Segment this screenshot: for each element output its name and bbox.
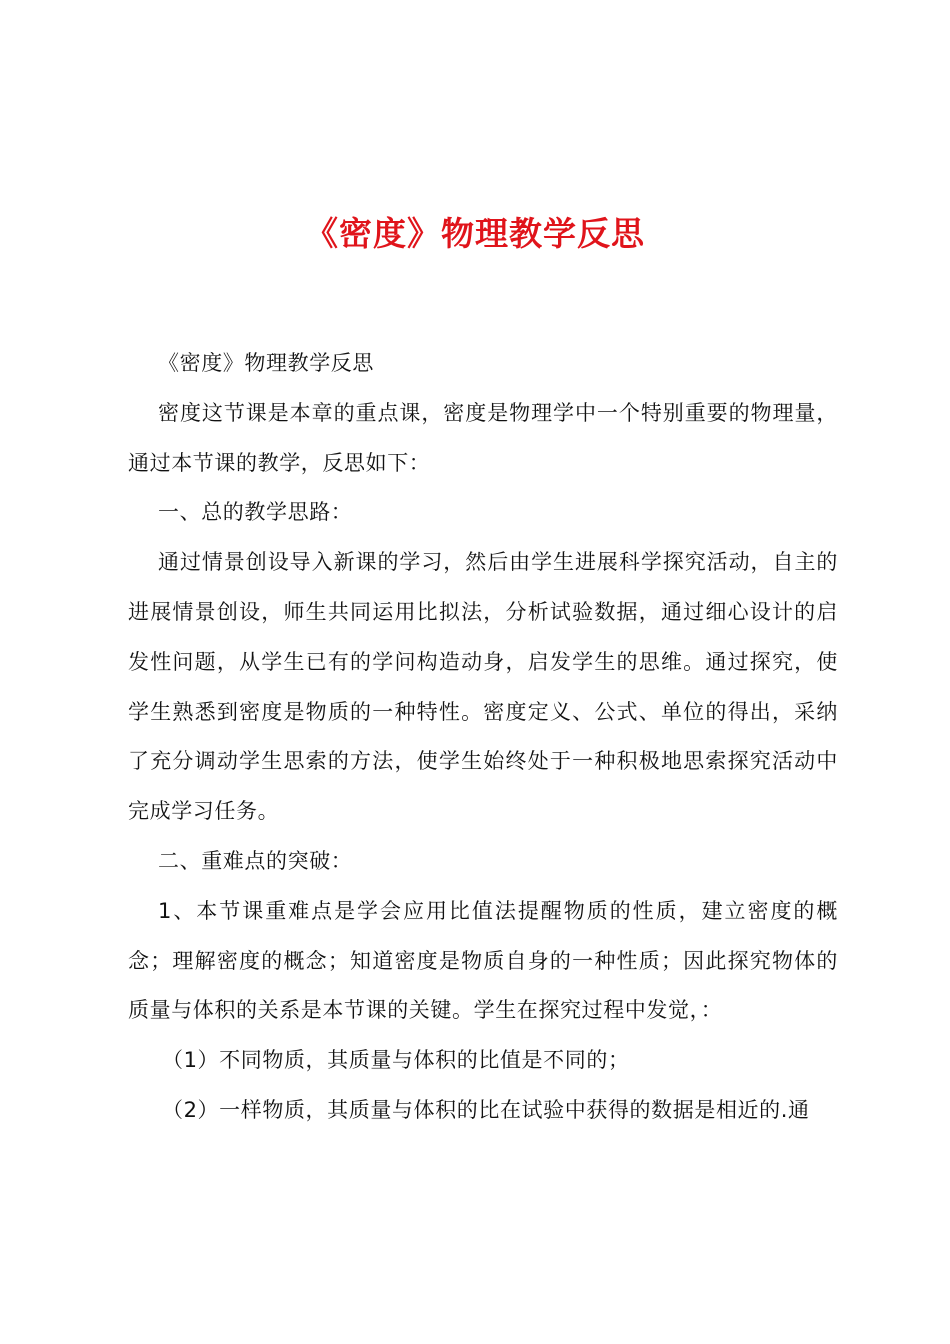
paragraph-intro: 密度这节课是本章的重点课，密度是物理学中一个特别重要的物理量，通过本节课的教学，反思如下： (128, 400, 838, 475)
list-item-finding-1: （1）不同物质，其质量与体积的比值是不同的； (162, 1048, 630, 1073)
paragraph-subtitle: 《密度》物理教学反思 (158, 351, 374, 375)
section-heading-key-points: 二、重难点的突破： (158, 848, 353, 873)
paragraph-teaching-approach: 通过情景创设导入新课的学习，然后由学生进展科学探究活动，自主的进展情景创设，师生共同运用比拟法，分析试验数据，通过细心设计的启发性问题，从学生已有的学问构造动身，启发学生的思维。通过探究，使学生熟悉到密度是物质的一种特性。密度定义、公式、单位的得出，采纳了充分调动学生思索的方法，使学生始终处于一种积极地思索探究活动中完成学习任务。 (128, 550, 838, 824)
list-item-finding-2: （2）一样物质，其质量与体积的比在试验中获得的数据是相近的.通 (162, 1097, 810, 1122)
document-title: 《密度》物理教学反思 (305, 214, 645, 253)
document-body (128, 339, 838, 1136)
paragraph-key-points: 1、本节课重难点是学会应用比值法提醒物质的性质，建立密度的概念；理解密度的概念；知道密度是物质自身的一种性质；因此探究物体的质量与体积的关系是本节课的关键。学生在探究过程中发觉，： (128, 898, 838, 1023)
section-heading-teaching-approach: 一、总的教学思路： (158, 500, 353, 525)
